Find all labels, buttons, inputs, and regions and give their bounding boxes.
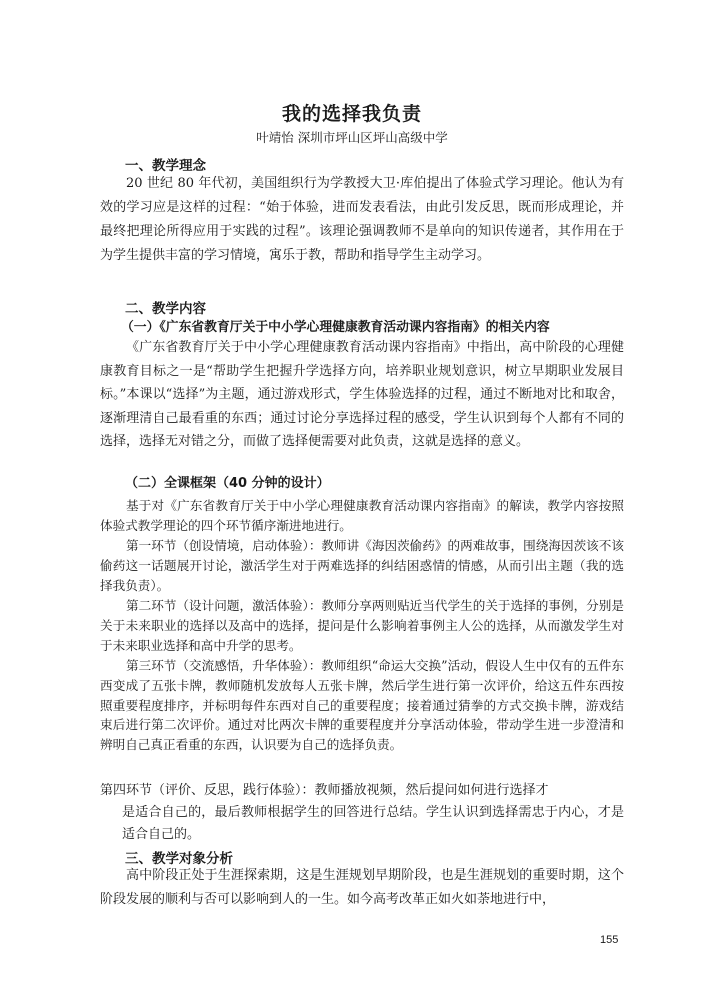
subheading-guideline-content: （一）《广东省教育厅关于中小学心理健康教育活动课内容指南》的相关内容 [121,320,550,335]
document-title: 我的选择我负责 [281,103,422,125]
subheading-course-framework: （二）全课框架（40 分钟的设计） [125,476,330,491]
paragraph-stage-two: 第二环节（设计问题，激活体验）：教师分享两则贴近当代学生的关于选择的事例，分别是关于未来职业的选择以及高中的选择，提问是什么影响着事例主人公的选择，从而激发学生对于未来职业选择和高中升学的思考。 [100,598,624,653]
paragraph-student-analysis: 高中阶段正处于生涯探索期，这是生涯规划早期阶段，也是生涯规划的重要时期，这个阶段发展的顺利与否可以影响到人的一生。如今高考改革正如火如荼地进行中， [100,868,624,907]
author-line: 叶靖怡 深圳市坪山区坪山高级中学 [256,130,448,145]
paragraph-stage-four [100,780,624,846]
section-heading-student-analysis: 三、教学对象分析 [125,851,233,867]
paragraph-stage-one: 第一环节（创设情境，启动体验）：教师讲《海因茨偷药》的两难故事，围绕海因茨该不该偷药这一话题展开讨论，激活学生对于两难选择的纠结困惑情的情感，从而引出主题（我的选择我负责）。 [100,538,624,593]
section-heading-teaching-content: 二、教学内容 [125,301,206,317]
paragraph-teaching-philosophy: 20 世纪 80 年代初，美国组织行为学教授大卫·库伯提出了体验式学习理论。他认为有效的学习应是这样的过程：“始于体验，进而发表看法，由此引发反思，既而形成理论，并最终把理论所得应用于实践的过程”。该理论强调教师不是单向的知识传递者，其作用在于为学生提供丰富的学习情境，寓乐于教，帮助和指导学生主动学习。 [100,176,624,263]
paragraph-guideline: 《广东省教育厅关于中小学心理健康教育活动课内容指南》中指出，高中阶段的心理健康教育目标之一是“帮助学生把握升学选择方向，培养职业规划意识，树立早期职业发展目标。”本课以“选择”为主题，通过游戏形式，学生体验选择的过程，通过不断地对比和取舍，逐渐理清自己最看重的东西；通过讨论分享选择过程的感受，学生认识到每个人都有不同的选择，选择无对错之分，而做了选择便需要对此负责，这就是选择的意义。 [100,340,624,449]
stage-four-first-line: 第四环节（评价、反思，践行体验）：教师播放视频，然后提问如何进行选择才 [100,783,549,798]
stage-four-rest: 是适合自己的，最后教师根据学生的回答进行总结。学生认识到选择需忠于内心，才是适合自己的。 [122,805,624,842]
paragraph-framework-intro: 基于对《广东省教育厅关于中小学心理健康教育活动课内容指南》的解读，教学内容按照体验式教学理论的四个环节循序渐进地进行。 [100,498,624,533]
paragraph-stage-three: 第三环节（交流感悟，升华体验）：教师组织“命运大交换”活动，假设人生中仅有的五件东西变成了五张卡牌，教师随机发放每人五张卡牌，然后学生进行第一次评价，给这五件东西按照重要程度排序，并标明每件东西对自己的重要程度；接着通过猜拳的方式交换卡牌，游戏结束后进行第二次评价。通过对比两次卡牌的重要程度并分享活动体验，带动学生进一步澄清和辨明自己真正看重的东西，认识要为自己的选择负责。 [100,658,624,753]
section-heading-teaching-philosophy: 一、教学理念 [125,158,206,174]
page-number: 155 [600,934,619,946]
